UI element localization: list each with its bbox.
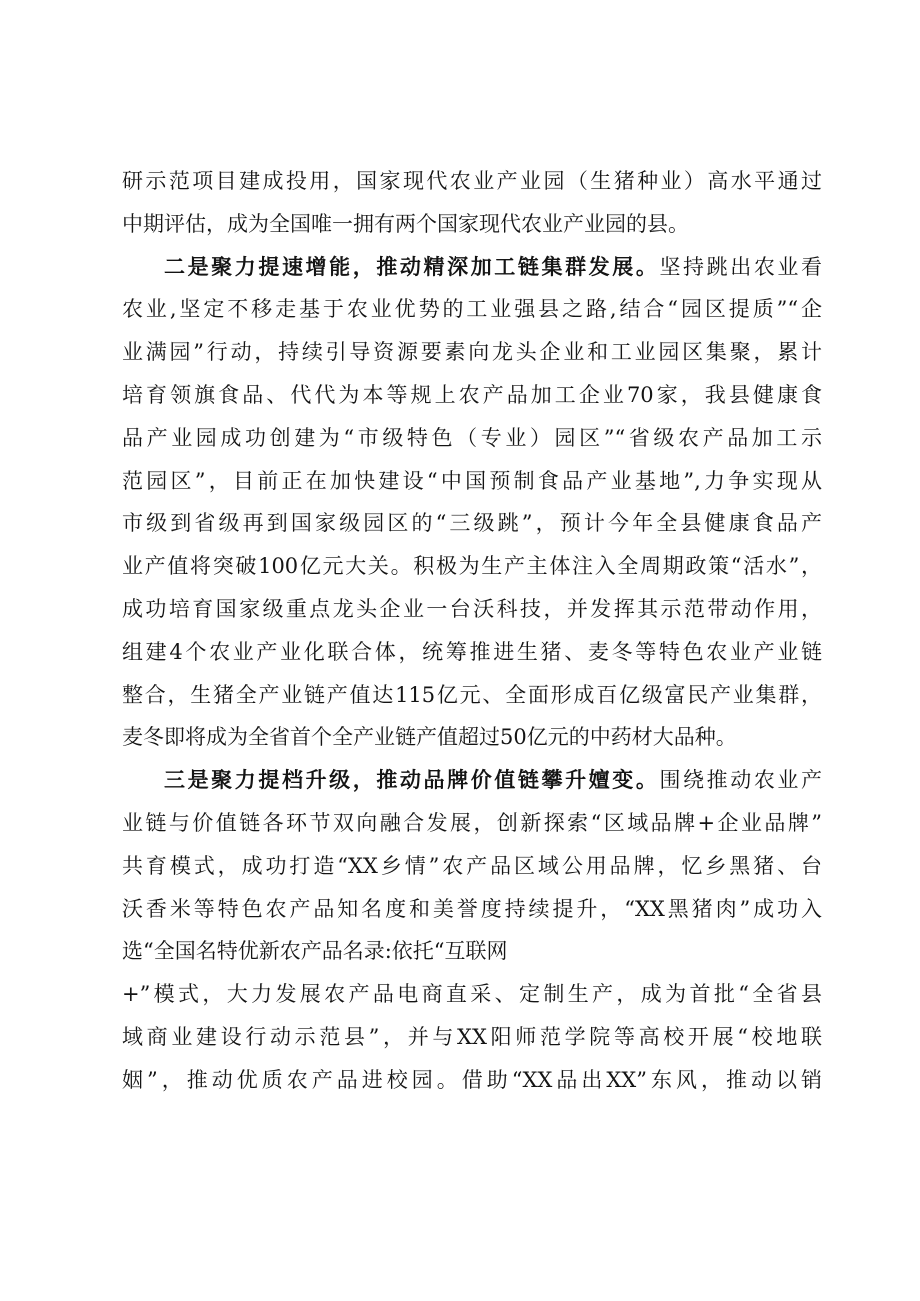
text-line: 业链与价值链各环节双向融合发展，创新探索“区域品牌+企业品牌” <box>122 810 822 835</box>
text-line: 麦冬即将成为全省首个全产业链产值超过50亿元的中药材大品种。 <box>122 725 737 750</box>
text-line: 选“全国名特优新农产品名录:依托“互联网 <box>122 939 508 964</box>
text-line: 成功培育国家级重点龙头企业一台沃科技，并发挥其示范带动作用， <box>122 596 822 621</box>
paragraph-first-line <box>122 246 822 289</box>
text-line: 范园区”，目前正在加快建设“中国预制食品产业基地”,力争实现从 <box>122 468 822 493</box>
text-line: 研示范项目建成投用，国家现代农业产业园（生猪种业）高水平通过 <box>122 169 822 193</box>
text-line: 共育模式，成功打造“XX乡情”农产品区域公用品牌，忆乡黑猪、台 <box>122 853 822 878</box>
text-line: 沃香米等特色农产品知名度和美誉度持续提升，“XX黑猪肉”成功入 <box>122 896 822 921</box>
text-line: 培育领旗食品、代代为本等规上农产品加工企业70家，我县健康食 <box>122 382 822 407</box>
text-line: 农业,坚定不移走基于农业优势的工业强县之路,结合“园区提质”“企 <box>122 297 822 322</box>
document-body <box>122 160 822 1102</box>
paragraph-text: 围绕推动农业产 <box>659 768 823 793</box>
text-line: 中期评估，成为全国唯一拥有两个国家现代农业产业园的县。 <box>122 211 689 236</box>
text-line: 市级到省级再到国家级园区的“三级跳”，预计今年全县健康食品产 <box>122 511 822 536</box>
paragraph-heading: 二是聚力提速增能，推动精深加工链集群发展。 <box>164 253 660 279</box>
paragraph-heading: 三是聚力提档升级，推动品牌价值链攀升嬗变。 <box>164 767 660 793</box>
text-line: +”模式，大力发展农产品电商直采、定制生产，成为首批“全省县 <box>122 982 822 1007</box>
text-line: 业满园”行动，持续引导资源要素向龙头企业和工业园区集聚，累计 <box>122 340 822 365</box>
text-line: 域商业建设行动示范县”，并与XX阳师范学院等高校开展“校地联 <box>122 1024 822 1049</box>
text-line: 业产值将突破100亿元大关。积极为生产主体注入全周期政策“活水”， <box>122 554 822 579</box>
text-line: 组建4个农业产业化联合体，统筹推进生猪、麦冬等特色农业产业链 <box>122 639 822 664</box>
text-line: 品产业园成功创建为“市级特色（专业）园区”“省级农产品加工示 <box>122 425 822 450</box>
text-line: 整合，生猪全产业链产值达115亿元、全面形成百亿级富民产业集群， <box>122 682 822 707</box>
paragraph-first-line <box>122 759 822 802</box>
paragraph-text: 坚持跳出农业看 <box>659 254 823 279</box>
text-line: 姻”，推动优质农产品进校园。借助“XX品出XX”东风，推动以销 <box>122 1067 822 1092</box>
